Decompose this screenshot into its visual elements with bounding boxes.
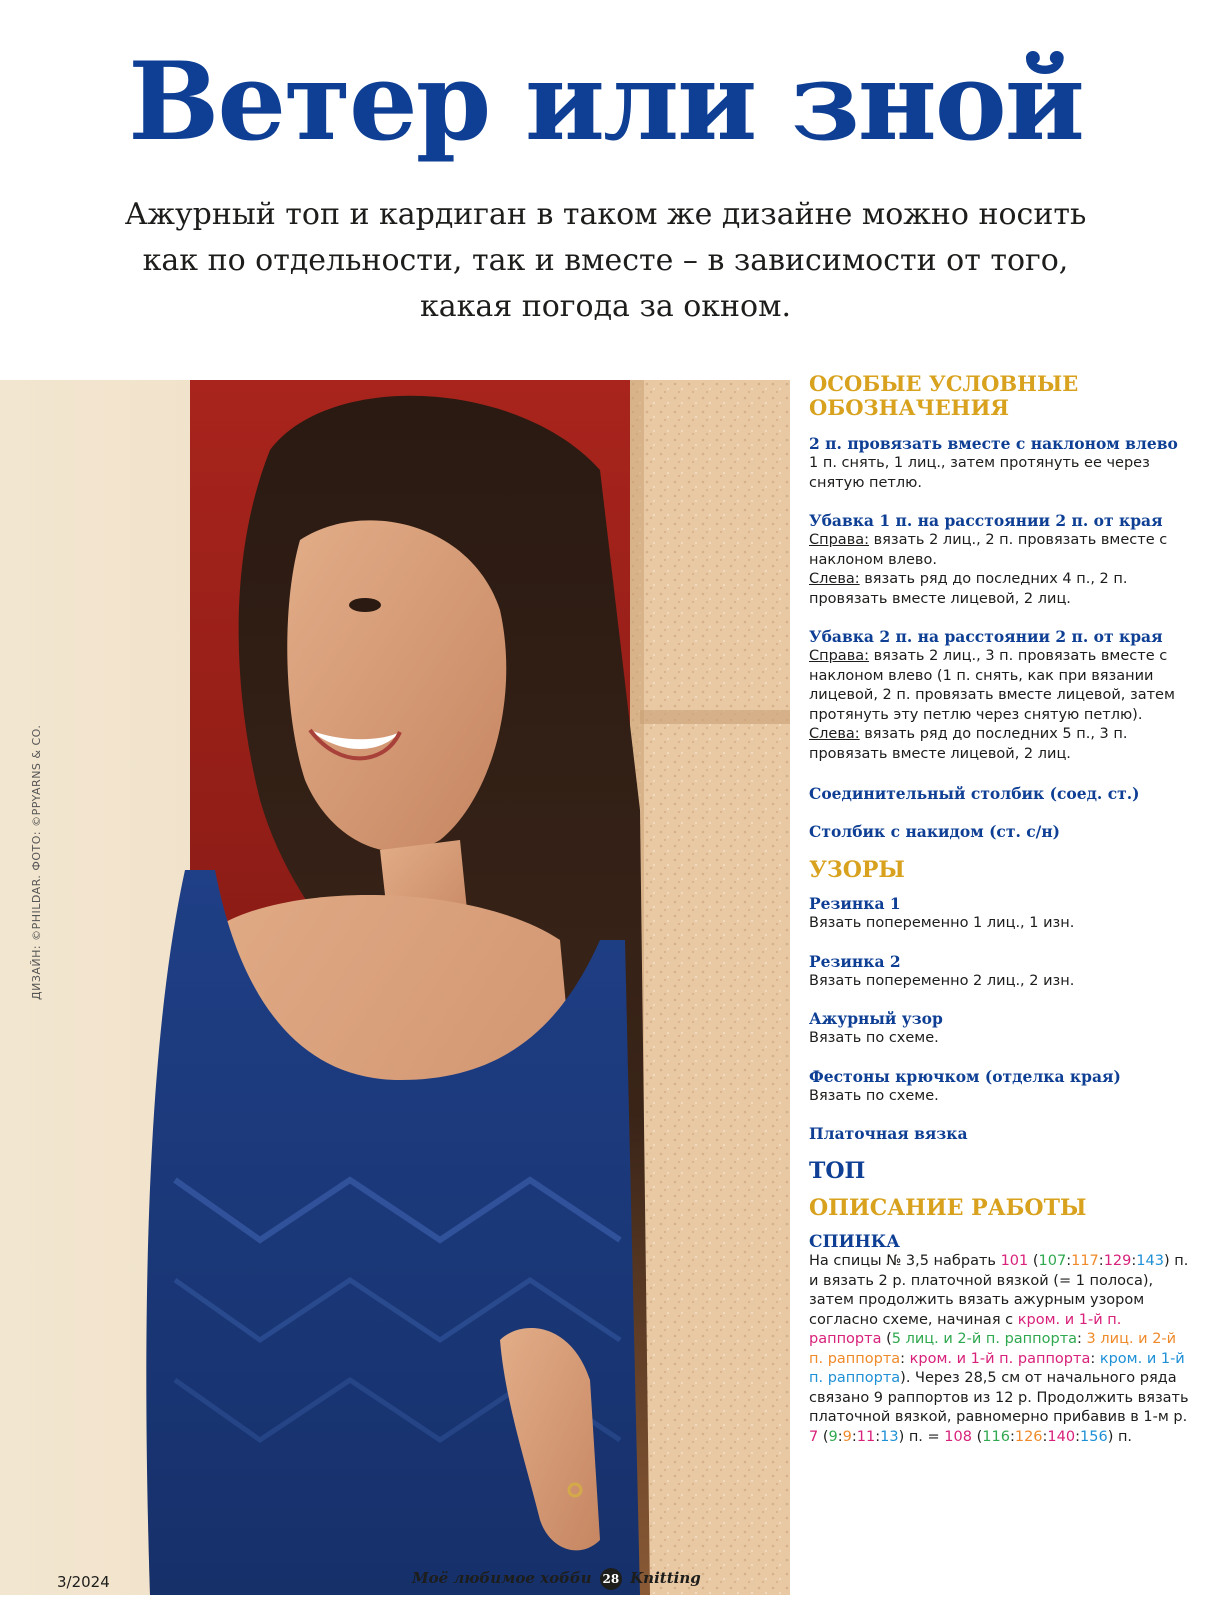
footer-magazine [412,1568,701,1590]
issue-number: 3/2024 [57,1573,110,1591]
back-instructions: На спицы № 3,5 набрать 101 (107:117:129:143) п. и вязать 2 р. платочной вязкой (= 1 полоса), затем продолжить вязать ажурным узором согласно схеме, начиная с кром. и 1-й п. раппорта (5 лиц. и 2-й п. раппорта: 3 лиц. и 2-й п. раппорта: кром. и 1-й п. раппорта: кром. и 1-й п. раппорта). Через 28,5 см от начального ряда связано 9 раппортов из 12 р. Продолжить вязать платочной вязкой, равномерно прибавив в 1-м р. 7 (9:9:11:13) п. = 108 (116:126:140:156) п. [809,1253,1189,1445]
term-title: Убавка 2 п. на расстоянии 2 п. от края [809,627,1163,646]
term-title: 2 п. провязать вместе с наклоном влево [809,434,1178,453]
pattern-text: Вязать по схеме. [809,1030,939,1046]
page-title: Ветер или зной [128,39,1083,165]
term-text: Слева: вязать ряд до последних 5 п., 3 п. провязать вместе лицевой, 2 лиц. [809,726,1128,762]
magazine-name: Моё любимое хобби [412,1569,592,1587]
lead-line: Ажурный топ и кардиган в таком же дизайне можно носить [124,197,1087,232]
special-symbols-heading: ОСОБЫЕ УСЛОВНЫЕ ОБОЗНАЧЕНИЯ [809,371,1079,420]
page-number: 28 [600,1568,622,1590]
pattern-title: Резинка 1 [809,894,901,913]
term-title: Убавка 1 п. на расстоянии 2 п. от края [809,511,1163,530]
pattern-title: Платочная вязка [809,1124,968,1143]
work-description-heading: ОПИСАНИЕ РАБОТЫ [809,1195,1087,1221]
pattern-block [809,952,1189,992]
pattern-title: Фестоны крючком (отделка края) [809,1066,1121,1086]
pattern-block [809,1067,1189,1107]
patterns-heading: УЗОРЫ [809,857,905,883]
pattern-text: Вязать по схеме. [809,1087,939,1104]
section-name: Knitting [630,1569,701,1587]
term-title: Соединительный столбик (соед. ст.) [809,784,1140,803]
term-block [809,511,1189,609]
top-heading: ТОП [809,1158,866,1184]
pattern-text: Вязать попеременно 1 лиц., 1 изн. [809,915,1075,931]
photo-credit: ДИЗАЙН: ©PHILDAR. ФОТО: ©PPYARNS & CO. [30,724,43,1000]
term-block [809,434,1189,493]
pattern-block [809,1009,1189,1049]
photo-illustration [0,380,790,1595]
term-block [809,627,1189,764]
pattern-text: Вязать попеременно 2 лиц., 2 изн. [809,972,1075,989]
lead-paragraph [40,192,1171,330]
model-photo [0,380,790,1595]
term-text: Слева: вязать ряд до последних 4 п., 2 п. провязать вместе лицевой, 2 лиц. [809,571,1128,607]
pattern-block [809,894,1189,934]
term-text: 1 п. снять, 1 лиц., затем протянуть ее через снятую петлю. [809,455,1150,491]
pattern-title: Резинка 2 [809,951,901,971]
term-text: Справа: вязать 2 лиц., 3 п. провязать вместе с наклоном влево (1 п. снять, как при вязании лицевой, 2 п. провязать вместе лицевой, затем протянуть эту петлю через снятую петлю). [809,648,1175,723]
term-text: Справа: вязать 2 лиц., 2 п. провязать вместе с наклоном влево. [809,532,1168,568]
lead-line: какая погода за окном. [420,289,791,324]
lead-line: как по отдельности, так и вместе – в зависимости от того, [142,243,1069,278]
back-heading: СПИНКА [809,1232,901,1252]
term-title: Столбик с накидом (ст. с/н) [809,822,1061,841]
pattern-column [809,372,1189,1447]
pattern-title: Ажурный узор [809,1009,943,1028]
